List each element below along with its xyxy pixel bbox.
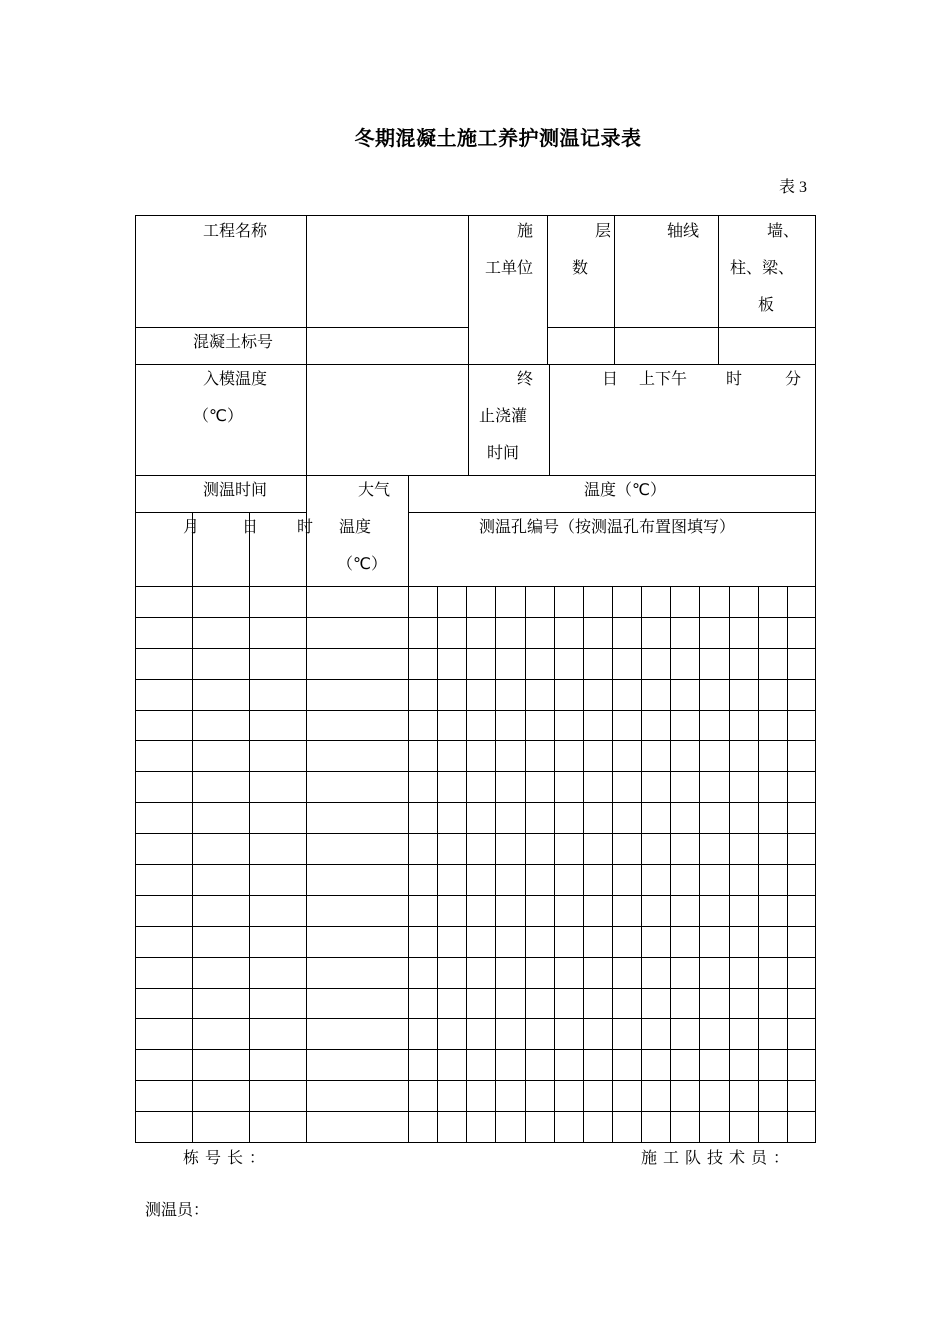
- member-type-label: 板: [758, 295, 775, 314]
- grid-col-line: [437, 586, 438, 1142]
- row-divider: [136, 512, 306, 513]
- col-divider: [408, 475, 409, 586]
- grid-col-line: [758, 586, 759, 1142]
- grid-col-line: [699, 586, 700, 1142]
- row-divider: [136, 586, 816, 587]
- mold-temp-unit: （℃）: [193, 406, 243, 425]
- table-number: 表 3: [778, 179, 807, 196]
- recorder-label: 测温员：: [145, 1200, 210, 1219]
- grid-col-line: [408, 586, 409, 1142]
- pour-end-minute: 分: [785, 369, 802, 388]
- grid-row-line: [136, 864, 816, 865]
- col-divider: [547, 216, 548, 364]
- grid-col-line: [192, 586, 193, 1142]
- grid-col-line: [787, 586, 788, 1142]
- axis-label: 轴线: [667, 221, 700, 240]
- row-divider: [547, 327, 816, 328]
- grid-row-line: [136, 617, 816, 618]
- grid-row-line: [136, 710, 816, 711]
- measure-time-label: 测温时间: [203, 480, 268, 499]
- grid-col-line: [249, 586, 250, 1142]
- grid-row-line: [136, 648, 816, 649]
- air-temp-label: 温度: [339, 517, 372, 536]
- record-table: [135, 215, 816, 1143]
- grid-row-line: [136, 802, 816, 803]
- floor-label: 数: [572, 258, 589, 277]
- temperature-label: 温度（℃）: [584, 480, 666, 499]
- pour-end-hour: 时: [726, 369, 743, 388]
- grid-col-line: [583, 586, 584, 1142]
- col-divider: [468, 216, 469, 475]
- grid-row-line: [136, 926, 816, 927]
- grid-row-line: [136, 1049, 816, 1050]
- floor-label: 层: [595, 221, 612, 240]
- mold-temp-label: 入模温度: [203, 369, 268, 388]
- grid-col-line: [525, 586, 526, 1142]
- grid-row-line: [136, 895, 816, 896]
- air-temp-label: 大气: [358, 480, 391, 499]
- air-temp-unit: （℃）: [337, 554, 387, 573]
- project-name-label: 工程名称: [203, 221, 268, 240]
- col-divider: [549, 364, 550, 475]
- pour-end-label: 时间: [487, 443, 520, 462]
- concrete-grade-label: 混凝土标号: [193, 332, 274, 351]
- row-divider: [136, 327, 468, 328]
- member-type-label: 柱、梁、: [730, 258, 795, 277]
- grid-row-line: [136, 988, 816, 989]
- member-type-label: 墙、: [767, 221, 800, 240]
- day-label: 日: [242, 517, 259, 536]
- pour-end-label: 止浇灌: [479, 406, 528, 425]
- pour-end-label: 终: [517, 369, 534, 388]
- grid-row-line: [136, 1111, 816, 1112]
- construction-unit-label: 工单位: [485, 258, 534, 277]
- grid-row-line: [136, 679, 816, 680]
- grid-col-line: [306, 586, 307, 1142]
- grid-row-line: [136, 771, 816, 772]
- grid-row-line: [136, 740, 816, 741]
- grid-col-line: [466, 586, 467, 1142]
- grid-col-line: [641, 586, 642, 1142]
- pour-end-day: 日: [602, 369, 619, 388]
- grid-row-line: [136, 1080, 816, 1081]
- grid-row-line: [136, 957, 816, 958]
- tech-staff-label: 施工队技术员：: [641, 1148, 796, 1167]
- hour-label: 时: [297, 517, 314, 536]
- grid-col-line: [729, 586, 730, 1142]
- form-title: 冬期混凝土施工养护测温记录表: [354, 126, 642, 150]
- pour-end-ampm: 上下午: [639, 369, 688, 388]
- construction-unit-label: 施: [517, 221, 534, 240]
- grid-row-line: [136, 833, 816, 834]
- month-label: 月: [183, 517, 200, 536]
- col-divider: [718, 216, 719, 364]
- grid-row-line: [136, 1018, 816, 1019]
- grid-col-line: [554, 586, 555, 1142]
- grid-col-line: [670, 586, 671, 1142]
- building-leader-label: 栋号长：: [183, 1148, 272, 1167]
- hole-number-label: 测温孔编号（按测温孔布置图填写）: [479, 517, 736, 536]
- grid-col-line: [612, 586, 613, 1142]
- grid-col-line: [495, 586, 496, 1142]
- col-divider: [614, 216, 615, 364]
